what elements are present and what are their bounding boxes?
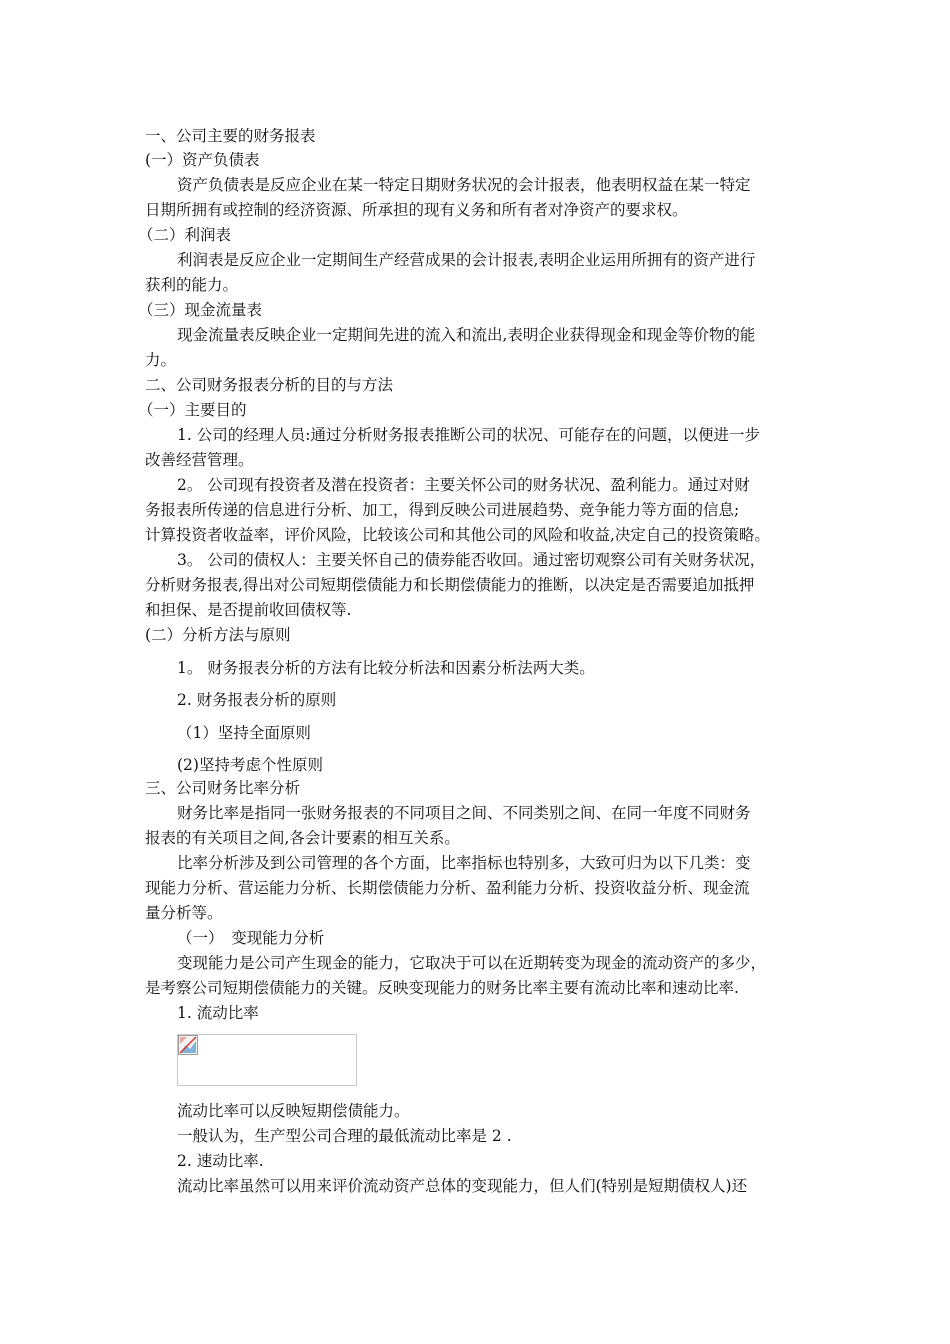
list-item: （1）坚持全面原则 [177,724,311,742]
list-item: 2. 财务报表分析的原则 [177,691,337,709]
paragraph-line: 1. 公司的经理人员:通过分析财务报表推断公司的状况、可能存在的问题，以便进一步 [177,426,760,444]
paragraph-line: 资产负债表是反应企业在某一特定日期财务状况的会计报表，他表明权益在某一特定 [177,176,751,194]
paragraph-line: 力。 [145,351,177,369]
paragraph-line: 计算投资者收益率，评价风险，比较该公司和其他公司的风险和收益,决定自己的投资策略。 [145,526,770,544]
subheading-income-statement: （二）利润表 [138,226,232,244]
formula-image-placeholder [177,1034,357,1086]
section-1-heading: 一、公司主要的财务报表 [145,127,316,145]
paragraph-line: 2。 公司现有投资者及潜在投资者：主要关怀公司的财务状况、盈利能力。通过对财 [177,476,750,494]
list-item: (2)坚持考虑个性原则 [177,756,323,774]
paragraph-line: 3。 公司的债权人：主要关怀自己的债券能否收回。通过密切观察公司有关财务状况， [177,551,766,569]
paragraph-line: 量分析等。 [145,904,223,922]
paragraph-line: 流动比率虽然可以用来评价流动资产总体的变现能力，但人们(特别是短期债权人)还 [177,1177,748,1195]
paragraph-line: 日期所拥有或控制的经济资源、所承担的现有义务和所有者对净资产的要求权。 [145,201,688,219]
paragraph-line: 一般认为，生产型公司合理的最低流动比率是 2 . [177,1127,512,1145]
section-2-heading: 二、公司财务报表分析的目的与方法 [145,376,394,394]
paragraph-line: 和担保、是否提前收回债权等. [145,601,352,619]
paragraph-line: 分析财务报表,得出对公司短期偿债能力和长期偿债能力的推断，以决定是否需要追加抵押 [145,576,755,594]
paragraph-line: 变现能力是公司产生现金的能力，它取决于可以在近期转变为现金的流动资产的多少， [177,954,767,972]
paragraph-line: 是考察公司短期偿债能力的关键。反映变现能力的财务比率主要有流动比率和速动比率. [145,979,739,997]
subheading-liquidity-analysis: （一） 变现能力分析 [177,929,325,947]
paragraph-line: 务报表所传递的信息进行分析、加工，得到反映公司进展趋势、竞争能力等方面的信息; [145,501,740,519]
paragraph-line: 报表的有关项目之间,各会计要素的相互关系。 [145,829,460,847]
paragraph-line: 流动比率可以反映短期偿债能力。 [177,1102,410,1120]
item-heading-quick-ratio: 2. 速动比率. [177,1152,264,1170]
subheading-cash-flow: （三）现金流量表 [138,301,263,319]
paragraph-line: 财务比率是指同一张财务报表的不同项目之间、不同类别之间、在同一年度不同财务 [177,804,751,822]
paragraph-line: 现金流量表反映企业一定期间先进的流入和流出,表明企业获得现金和现金等价物的能 [177,326,756,344]
paragraph-line: 比率分析涉及到公司管理的各个方面，比率指标也特别多，大致可归为以下几类：变 [177,854,751,872]
paragraph-line: 利润表是反应企业一定期间生产经营成果的会计报表,表明企业运用所拥有的资产进行 [177,251,756,269]
section-3-heading: 三、公司财务比率分析 [145,779,301,797]
subheading-main-purpose: （一）主要目的 [138,401,247,419]
paragraph-line: 现能力分析、营运能力分析、长期偿债能力分析、盈利能力分析、投资收益分析、现金流 [145,879,750,897]
broken-image-icon [178,1035,198,1055]
paragraph-line: 获利的能力。 [145,276,239,294]
paragraph-line: 改善经营管理。 [145,451,254,469]
subheading-methods-principles: (二）分析方法与原则 [145,626,291,644]
item-heading-current-ratio: 1. 流动比率 [177,1004,259,1022]
list-item: 1。 财务报表分析的方法有比较分析法和因素分析法两大类。 [177,659,595,677]
subheading-balance-sheet: (一）资产负债表 [145,151,260,169]
